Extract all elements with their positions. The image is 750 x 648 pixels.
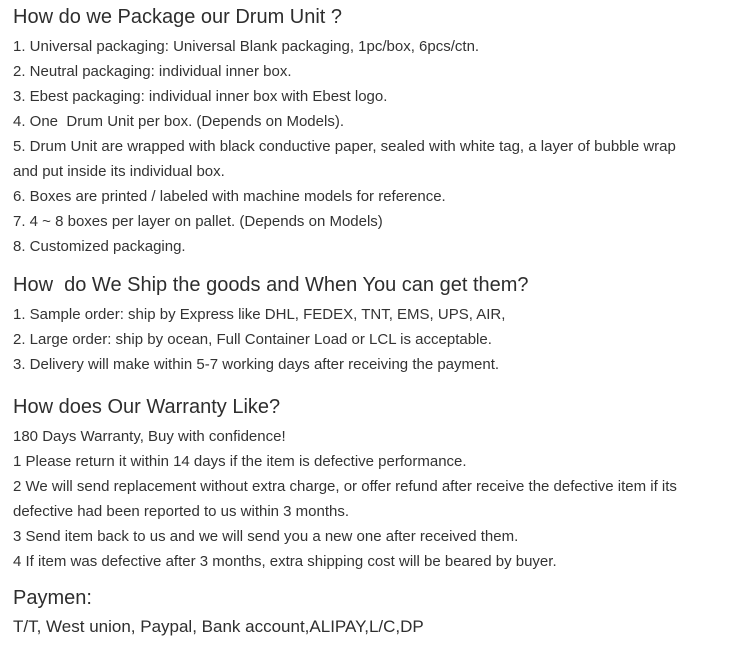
section-packaging xyxy=(13,3,738,259)
packaging-line: 4. One Drum Unit per box. (Depends on Models). xyxy=(13,113,344,130)
warranty-line: defective had been reported to us within 3 months. xyxy=(13,503,350,520)
packaging-line: 1. Universal packaging: Universal Blank packaging, 1pc/box, 6pcs/ctn. xyxy=(13,38,480,55)
warranty-line: 2 We will send replacement without extra charge, or offer refund after receive the defective item if its xyxy=(13,478,677,495)
warranty-line: 3 Send item back to us and we will send you a new one after received them. xyxy=(13,528,519,545)
shipping-heading: How do We Ship the goods and When You can get them? xyxy=(13,274,529,296)
shipping-line: 2. Large order: ship by ocean, Full Container Load or LCL is acceptable. xyxy=(13,331,492,348)
shipping-line: 1. Sample order: ship by Express like DHL, FEDEX, TNT, EMS, UPS, AIR, xyxy=(13,306,506,323)
warranty-line: 180 Days Warranty, Buy with confidence! xyxy=(13,428,286,445)
warranty-line: 1 Please return it within 14 days if the item is defective performance. xyxy=(13,453,467,470)
packaging-line: 5. Drum Unit are wrapped with black conductive paper, sealed with white tag, a layer of bubble wrap xyxy=(13,138,676,155)
warranty-line: 4 If item was defective after 3 months, extra shipping cost will be beared by buyer. xyxy=(13,553,557,570)
payment-line: T/T, West union, Paypal, Bank account,ALIPAY,L/C,DP xyxy=(13,617,424,636)
packaging-line: 8. Customized packaging. xyxy=(13,238,186,255)
packaging-heading: How do we Package our Drum Unit ? xyxy=(13,6,343,28)
payment-heading: Paymen: xyxy=(13,587,92,609)
packaging-line: 7. 4 ~ 8 boxes per layer on pallet. (Depends on Models) xyxy=(13,213,383,230)
packaging-line: 6. Boxes are printed / labeled with machine models for reference. xyxy=(13,188,446,205)
section-shipping xyxy=(13,271,738,377)
packaging-line: 3. Ebest packaging: individual inner box with Ebest logo. xyxy=(13,88,388,105)
warranty-heading: How does Our Warranty Like? xyxy=(13,396,281,418)
shipping-line: 3. Delivery will make within 5-7 working days after receiving the payment. xyxy=(13,356,500,373)
packaging-line: and put inside its individual box. xyxy=(13,163,225,180)
section-warranty xyxy=(13,393,738,574)
section-payment xyxy=(13,584,738,639)
packaging-line: 2. Neutral packaging: individual inner box. xyxy=(13,63,292,80)
